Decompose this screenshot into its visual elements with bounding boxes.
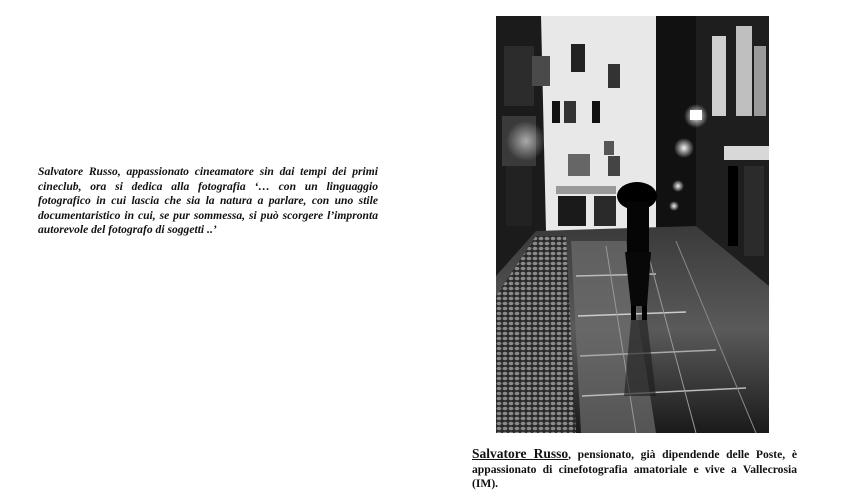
photographer-caption (472, 447, 797, 492)
caption-text: , pensionato, già dipendende delle Poste, è appassionato di cinefotografia amatoriale e vive a Vallecrosia (IM). (472, 448, 797, 491)
quote-paragraph: Salvatore Russo, appassionato cineamatore sin dai tempi dei primi cineclub, ora si dedica alla fotografia ‘… con un linguaggio fotografico in cui lascia che sia la natura a parlare, con uno stile documentaristico in cui, se pur sommessa, si può scorgere l’impronta autorevole del fotografo di soggetti ..’ (38, 165, 378, 237)
street-photo-graphic (496, 16, 769, 433)
street-photo (496, 16, 769, 433)
photographer-name: Salvatore Russo (472, 446, 569, 461)
